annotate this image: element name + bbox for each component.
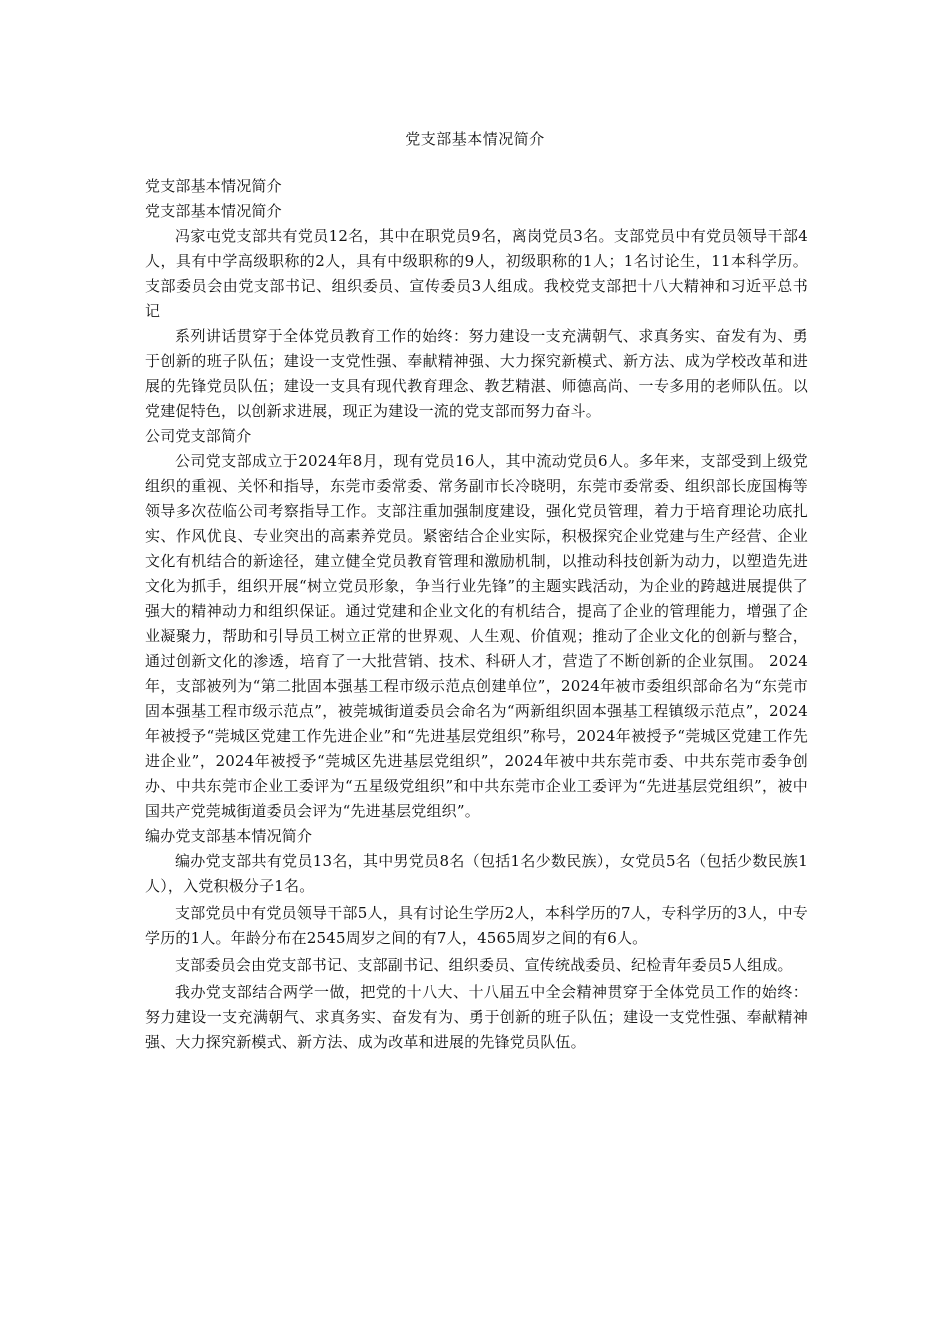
section-heading: 党支部基本情况简介: [145, 177, 282, 195]
body-paragraph: 支部委员会由党支部书记、支部副书记、组织委员、宣传统战委员、纪检青年委员5人组成。: [175, 956, 793, 974]
body-paragraph: 系列讲话贯穿于全体党员教育工作的始终：努力建设一支充满朝气、求真务实、奋发有为、勇于创新的班子队伍；建设一支党性强、奉献精神强、大力探究新模式、新方法、成为学校改革和进展的先锋党员队伍；建设一支具有现代教育理念、教艺精湛、师德高尚、一专多用的老师队伍。以党建促特色，以创新求进展，现正为建设一流的党支部而努力奋斗。: [145, 327, 808, 420]
section-heading: 编办党支部基本情况简介: [145, 827, 313, 845]
document-title: 党支部基本情况简介: [405, 130, 545, 148]
body-paragraph: 支部党员中有党员领导干部5人，具有讨论生学历2人，本科学历的7人，专科学历的3人，中专学历的1人。年龄分布在2545周岁之间的有7人，4565周岁之间的有6人。: [145, 904, 808, 947]
document-body: [145, 174, 808, 1055]
body-paragraph: 我办党支部结合两学一做，把党的十八大、十八届五中全会精神贯穿于全体党员工作的始终：努力建设一支充满朝气、求真务实、奋发有为、勇于创新的班子队伍；建设一支党性强、奉献精神强、大力探究新模式、新方法、成为改革和进展的先锋党员队伍。: [145, 983, 808, 1051]
body-paragraph: 编办党支部共有党员13名，其中男党员8名（包括1名少数民族），女党员5名（包括少数民族1人），入党积极分子1名。: [145, 852, 808, 895]
body-paragraph: 公司党支部成立于2024年8月，现有党员16人，其中流动党员6人。多年来，支部受到上级党组织的重视、关怀和指导，东莞市委常委、常务副市长冷晓明，东莞市委常委、组织部长庞国梅等领导多次莅临公司考察指导工作。支部注重加强制度建设，强化党员管理，着力于培育理论功底扎实、作风优良、专业突出的高素养党员。紧密结合企业实际，积极探究企业党建与生产经营、企业文化有机结合的新途径，建立健全党员教育管理和激励机制，以推动科技创新为动力，以塑造先进文化为抓手，组织开展“树立党员形象，争当行业先锋”的主题实践活动，为企业的跨越进展提供了强大的精神动力和组织保证。通过党建和企业文化的有机结合，提高了企业的管理能力，增强了企业凝聚力，帮助和引导员工树立正常的世界观、人生观、价值观；推动了企业文化的创新与整合，通过创新文化的渗透，培育了一大批营销、技术、科研人才，营造了不断创新的企业氛围。 2024年，支部被列为“第二批固本强基工程市级示范点创建单位”，2024年被市委组织部命名为“东莞市固本强基工程市级示范点”，被莞城街道委员会命名为“两新组织固本强基工程镇级示范点”，2024年被授予“莞城区党建工作先进企业”和“先进基层党组织”称号，2024年被授予“莞城区党建工作先进企业”，2024年被授予“莞城区先进基层党组织”，2024年被中共东莞市委、中共东莞市委争创办、中共东莞市企业工委评为“五星级党组织”和中共东莞市企业工委评为“先进基层党组织”，被中国共产党莞城街道委员会评为“先进基层党组织”。: [145, 452, 808, 820]
body-paragraph: 冯家屯党支部共有党员12名，其中在职党员9名，离岗党员3名。支部党员中有党员领导干部4人，具有中学高级职称的2人，具有中级职称的9人，初级职称的1人；1名讨论生，11本科学历。支部委员会由党支部书记、组织委员、宣传委员3人组成。我校党支部把十八大精神和习近平总书记: [145, 227, 808, 320]
section-heading: 党支部基本情况简介: [145, 202, 282, 220]
section-heading: 公司党支部简介: [145, 427, 252, 445]
